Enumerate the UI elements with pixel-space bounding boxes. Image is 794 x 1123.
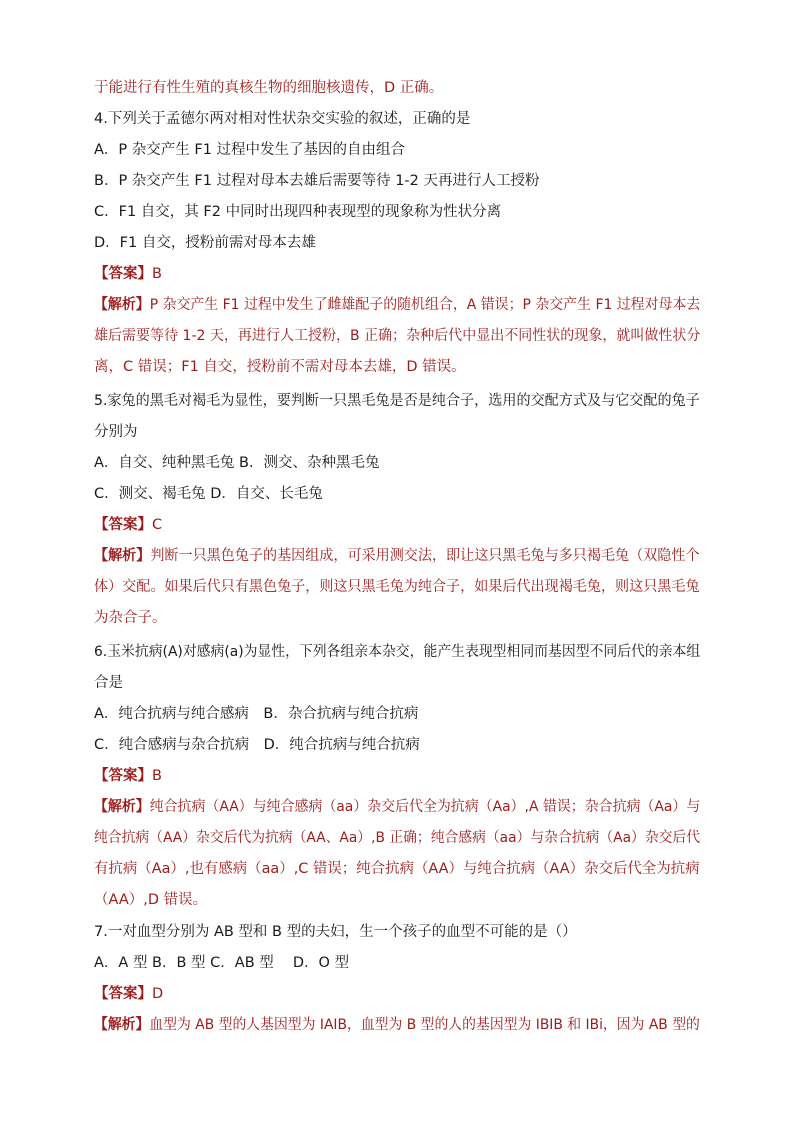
option-line: A．纯合抗病与纯合感病 B．杂合抗病与纯合抗病 — [94, 706, 419, 722]
option-line: D．F1 自交，授粉前需对母本去雄 — [94, 235, 316, 251]
analysis-line: 【解析】纯合抗病（AA）与纯合感病（aa）杂交后代全为抗病（Aa）,A 错误；杂合抗病（Aa）与 — [94, 799, 701, 815]
text-line: 有抗病（Aa）,也有感病（aa）,C 错误；纯合抗病（AA）与纯合抗病（AA）杂交后代全为抗病 — [94, 861, 700, 877]
option-line: A．自交、纯种黑毛兔 B．测交、杂种黑毛兔 — [94, 455, 380, 471]
option-line: A．A 型 B．B 型 C．AB 型 D．O 型 — [94, 955, 350, 971]
option-line: C．测交、褐毛兔 D．自交、长毛兔 — [94, 486, 323, 502]
answer-tag: 【答案】 — [94, 517, 152, 533]
text-line: 于能进行有性生殖的真核生物的细胞核遗传，D 正确。 — [94, 80, 444, 96]
analysis-line: 【解析】血型为 AB 型的人基因型为 IAIB，血型为 B 型的人的基因型为 IBIB 和 IBi，因为 AB 型的 — [94, 1017, 700, 1033]
text-line: （AA）,D 错误。 — [94, 892, 208, 908]
question-line: 合是 — [94, 675, 123, 691]
question-5-stem: 5.家兔的黑毛对褐毛为显性，要判断一只黑毛兔是否是纯合子，选用的交配方式及与它交配的兔子 — [94, 393, 700, 409]
analysis-line: 【解析】P 杂交产生 F1 过程中发生了雌雄配子的随机组合，A 错误；P 杂交产生 F1 过程对母本去 — [94, 297, 701, 313]
text-line: 离，C 错误；F1 自交，授粉前不需对母本去雄，D 错误。 — [94, 359, 466, 375]
option-line: B．P 杂交产生 F1 过程对母本去雄后需要等待 1-2 天再进行人工授粉 — [94, 173, 540, 189]
analysis-tag: 【解析】 — [94, 548, 151, 564]
answer-tag: 【答案】 — [94, 986, 152, 1002]
text-line: 体）交配。如果后代只有黑色兔子，则这只黑毛兔为纯合子，如果后代出现褐毛兔，则这只黑毛兔 — [94, 579, 700, 595]
answer-line: 【答案】D — [94, 986, 164, 1002]
text-line: 为杂合子。 — [94, 610, 167, 626]
answer-line: 【答案】B — [94, 266, 162, 282]
analysis-tag: 【解析】 — [94, 297, 150, 313]
option-line: A．P 杂交产生 F1 过程中发生了基因的自由组合 — [94, 142, 406, 158]
question-4-stem: 4.下列关于孟德尔两对相对性状杂交实验的叙述，正确的是 — [94, 111, 471, 127]
analysis-line: 【解析】判断一只黑色兔子的基因组成，可采用测交法，即让这只黑毛兔与多只褐毛兔（双隐性个 — [94, 548, 700, 564]
answer-line: 【答案】C — [94, 517, 163, 533]
analysis-tag: 【解析】 — [94, 799, 150, 815]
answer-tag: 【答案】 — [94, 768, 152, 784]
text-line: 雄后需要等待 1-2 天，再进行人工授粉，B 正确；杂种后代中显出不同性状的现象，就叫做性状分 — [94, 328, 701, 344]
option-line: C．F1 自交，其 F2 中同时出现四种表现型的现象称为性状分离 — [94, 204, 502, 220]
text-line: 纯合抗病（AA）杂交后代为抗病（AA、Aa）,B 正确；纯合感病（aa）与杂合抗病（Aa）杂交后代 — [94, 830, 701, 846]
analysis-tag: 【解析】 — [94, 1017, 150, 1033]
question-6-stem: 6.玉米抗病(A)对感病(a)为显性，下列各组亲本杂交，能产生表现型相同而基因型不同后代的亲本组 — [94, 644, 701, 660]
question-line: 分别为 — [94, 424, 138, 440]
answer-line: 【答案】B — [94, 768, 162, 784]
question-7-stem: 7.一对血型分别为 AB 型和 B 型的夫妇，生一个孩子的血型不可能的是（） — [94, 924, 577, 940]
option-line: C．纯合感病与杂合抗病 D．纯合抗病与纯合抗病 — [94, 737, 420, 753]
answer-tag: 【答案】 — [94, 266, 152, 282]
